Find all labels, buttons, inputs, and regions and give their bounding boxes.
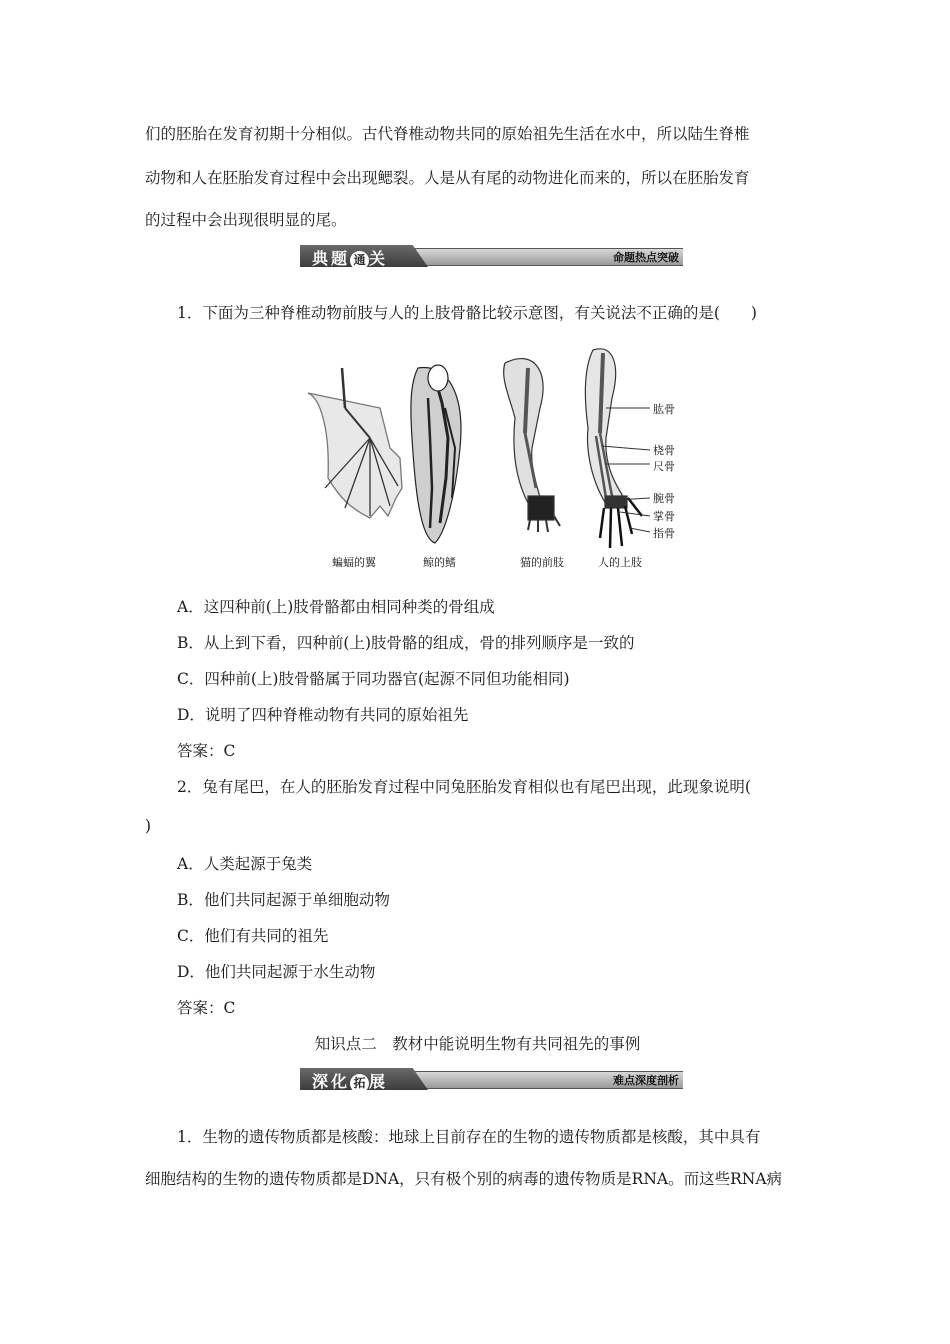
skeleton-comparison-figure xyxy=(300,338,690,574)
intro-line-1: 们的胚胎在发育初期十分相似。古代脊椎动物共同的原始祖先生活在水中，所以陆生脊椎 xyxy=(145,125,750,143)
section-heading: 知识点二 教材中能说明生物有共同祖先的事例 xyxy=(314,1035,641,1053)
skeleton-illustration xyxy=(300,338,690,574)
banner-title: 典题 通 关 xyxy=(312,249,389,268)
intro-line-3: 的过程中会出现很明显的尾。 xyxy=(145,211,347,229)
question-1-option-a: A．这四种前(上)肢骨骼都由相同种类的骨组成 xyxy=(177,598,495,616)
banner-subtitle: 难点深度剖析 xyxy=(613,1074,679,1087)
section-banner-typical-questions xyxy=(300,245,683,267)
question-2-option-a: A．人类起源于兔类 xyxy=(177,855,313,873)
caption-whale: 鲸的鳍 xyxy=(423,556,456,569)
intro-line-2: 动物和人在胚胎发育过程中会出现鳃裂。人是从有尾的动物进化而来的，所以在胚胎发育 xyxy=(145,169,750,187)
question-1-option-c: C．四种前(上)肢骨骼属于同功器官(起源不同但功能相同) xyxy=(177,670,570,688)
label-phalanges: 指骨 xyxy=(653,527,675,540)
question-2-option-c: C．他们有共同的祖先 xyxy=(177,927,329,945)
question-1-answer: 答案：C xyxy=(177,742,236,760)
banner-subtitle: 命题热点突破 xyxy=(613,251,679,264)
whale-flipper-drawing xyxy=(411,365,461,543)
label-metacarpals: 掌骨 xyxy=(653,510,675,523)
banner-circle-char: 拓 xyxy=(350,1074,369,1093)
caption-bat: 蝙蝠的翼 xyxy=(332,556,376,569)
label-radius: 桡骨 xyxy=(653,444,675,457)
question-1-option-d: D．说明了四种脊椎动物有共同的原始祖先 xyxy=(177,706,469,724)
para2-line-1: 1．生物的遗传物质都是核酸：地球上目前存在的生物的遗传物质都是核酸，其中具有 xyxy=(177,1128,761,1146)
question-2-option-b: B．他们共同起源于单细胞动物 xyxy=(177,891,390,909)
caption-human: 人的上肢 xyxy=(598,556,642,569)
para2-line-2: 细胞结构的生物的遗传物质都是DNA，只有极个别的病毒的遗传物质是RNA。而这些RNA病 xyxy=(145,1170,783,1188)
banner-title: 深化 拓 展 xyxy=(312,1072,389,1091)
banner-circle-char: 通 xyxy=(350,251,369,270)
question-2-answer: 答案：C xyxy=(177,999,236,1017)
label-carpals: 腕骨 xyxy=(653,492,675,505)
cat-forelimb-drawing xyxy=(504,359,560,532)
question-2-stem-line-1: 2．兔有尾巴，在人的胚胎发育过程中同兔胚胎发育相似也有尾巴出现，此现象说明( xyxy=(177,778,751,796)
section-banner-deep-expansion xyxy=(300,1068,683,1090)
question-1-option-b: B．从上到下看，四种前(上)肢骨骼的组成，骨的排列顺序是一致的 xyxy=(177,634,635,652)
caption-cat: 猫的前肢 xyxy=(520,556,564,569)
question-2-option-d: D．他们共同起源于水生动物 xyxy=(177,963,376,981)
question-2-stem-line-2: ) xyxy=(145,817,152,835)
label-ulna: 尺骨 xyxy=(653,460,675,473)
bat-wing-drawing xyxy=(308,368,402,518)
label-humerus: 肱骨 xyxy=(653,403,675,416)
question-1-stem: 1．下面为三种脊椎动物前肢与人的上肢骨骼比较示意图，有关说法不正确的是( ) xyxy=(177,304,757,322)
